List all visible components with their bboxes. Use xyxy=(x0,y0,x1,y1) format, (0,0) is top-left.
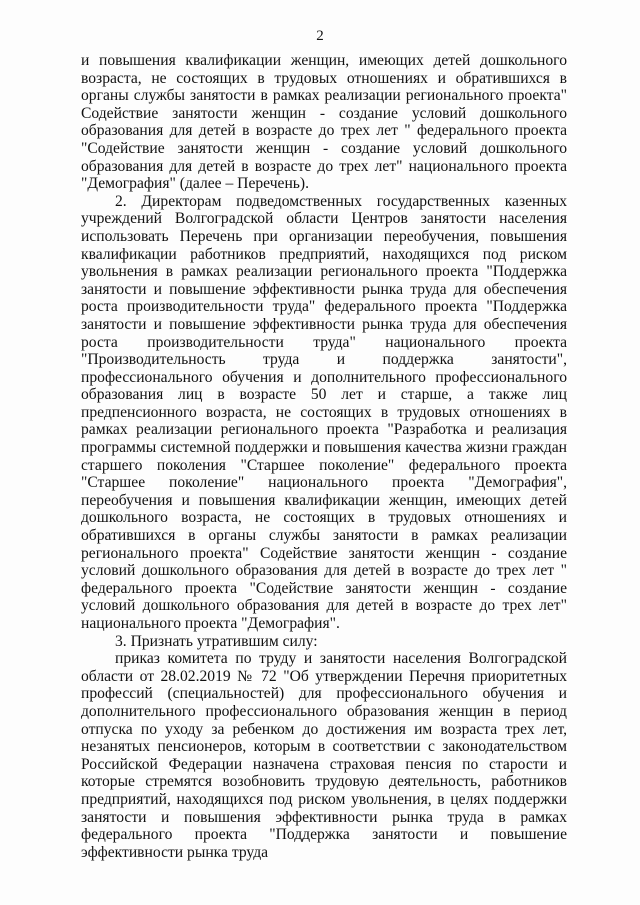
paragraph-repealed-order: приказ комитета по труду и занятости населения Волгоградской области от 28.02.2019 № 72 "Об утверждении Перечня приоритетных профессий (специальностей) для профессионального обучения и дополнительного профессионального образования женщин в период отпуска по уходу за ребенком до достижения им возраста трех лет, незанятых пенсионеров, которым в соответствии с законодательством Российской Федерации назначена страховая пенсия по старости и которые стремятся возобновить трудовую деятельность, работников предприятий, находящихся под риском увольнения, в целях поддержки занятости и повышения эффективности рынка труда в рамках федерального проекта "Поддержка занятости и повышение эффективности рынка труда xyxy=(81,650,567,861)
paragraph-list-continuation: и повышения квалификации женщин, имеющих детей дошкольного возраста, не состоящих в трудовых отношениях и обратившихся в органы службы занятости в рамках реализации регионального проекта" Содействие занятости женщин - создание условий дошкольного образования для детей в возрасте до трех лет " федерального проекта "Содействие занятости женщин - создание условий дошкольного образования для детей в возрасте до трех лет" национального проекта "Демография" (далее – Перечень). xyxy=(81,52,567,193)
document-body xyxy=(81,52,567,861)
paragraph-item-2: 2. Директорам подведомственных государственных казенных учреждений Волгоградской области Центров занятости населения использовать Перечень при организации переобучения, повышения квалификации работников предприятий, находящихся под риском увольнения в рамках реализации регионального проекта "Поддержка занятости и повышение эффективности рынка труда для обеспечения роста производительности труда" федерального проекта "Поддержка занятости и повышение эффективности рынка труда для обеспечения роста производительности труда" национального проекта "Производительность труда и поддержка занятости", профессионального обучения и дополнительного профессионального образования лиц в возрасте 50 лет и старше, а также лиц предпенсионного возраста, не состоящих в трудовых отношениях в рамках реализации регионального проекта "Разработка и реализация программы системной поддержки и повышения качества жизни граждан старшего поколения "Старшее поколение" федерального проекта "Старшее поколение" национального проекта "Демография", переобучения и повышения квалификации женщин, имеющих детей дошкольного возраста, не состоящих в трудовых отношениях и обратившихся в органы службы занятости в рамках реализации регионального проекта" Содействие занятости женщин - создание условий дошкольного образования для детей в возрасте до трех лет " федерального проекта "Содействие занятости женщин - создание условий дошкольного образования для детей в возрасте до трех лет" национального проекта "Демография". xyxy=(81,192,567,632)
page-number: 2 xyxy=(316,28,324,44)
paragraph-item-3: 3. Признать утратившим силу: xyxy=(115,632,318,650)
